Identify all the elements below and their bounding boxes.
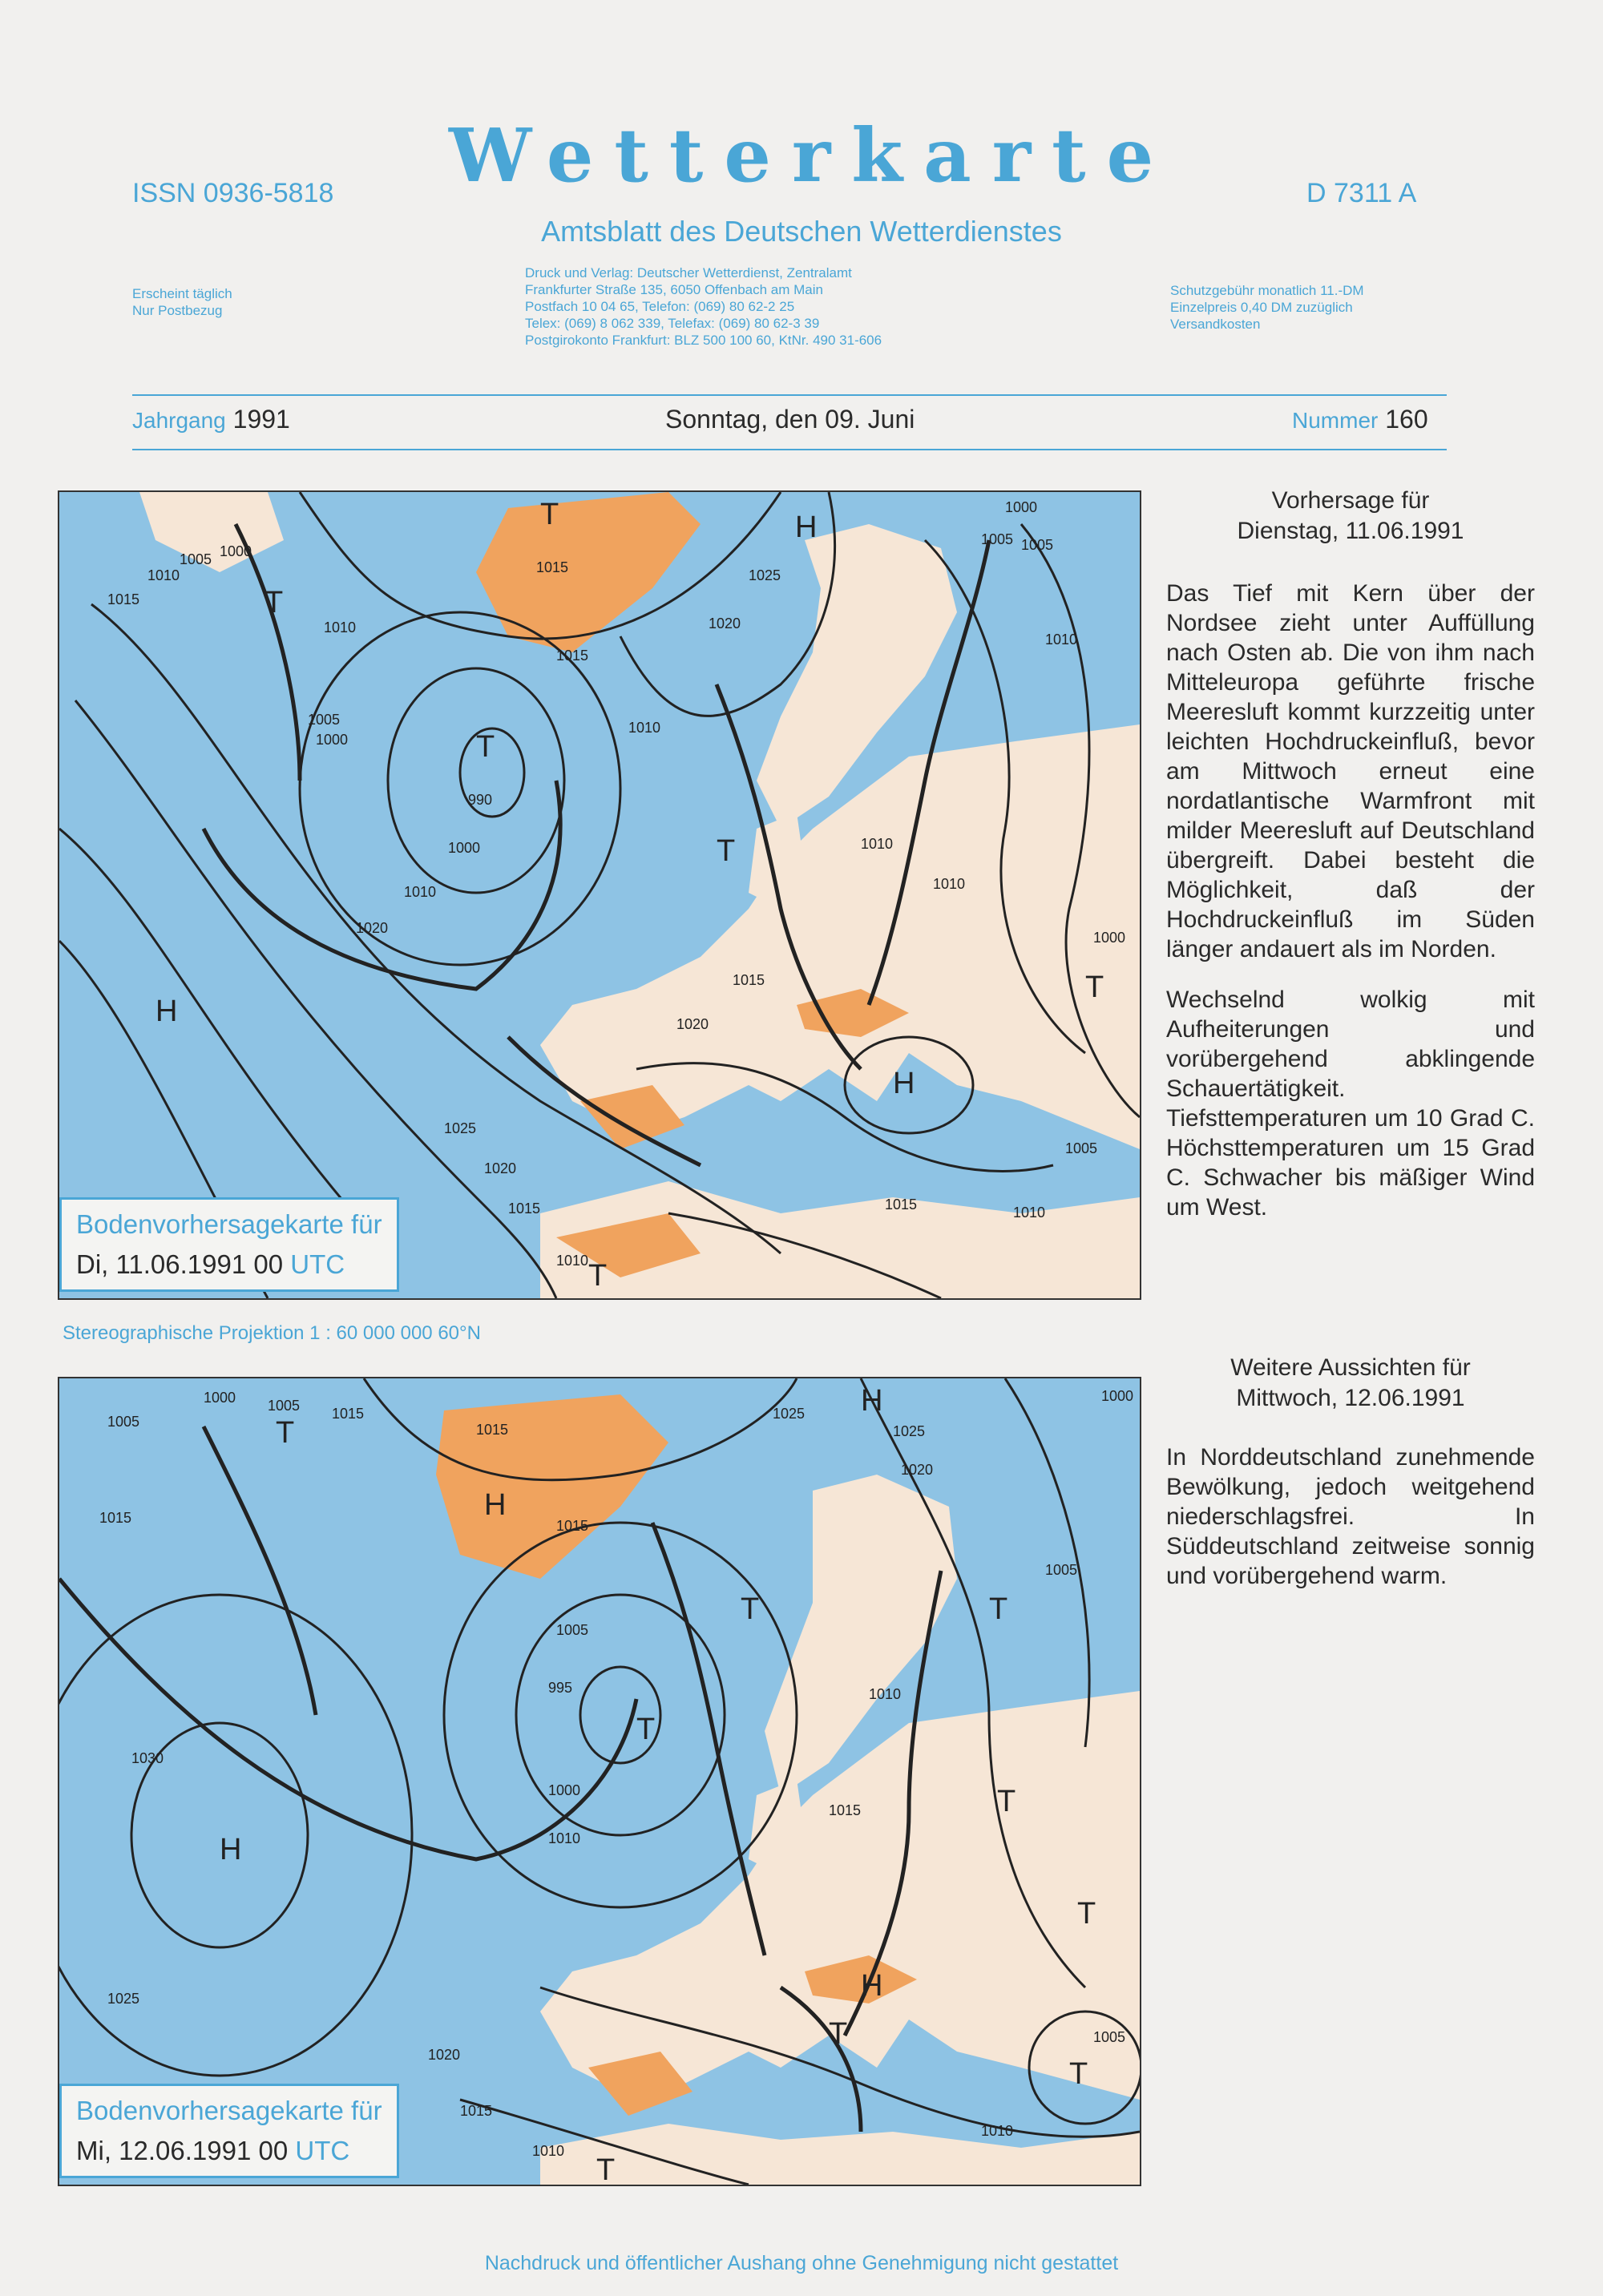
map2-isobar-low-1000 xyxy=(516,1595,725,1835)
map2-isobar-label: 1005 xyxy=(1093,2029,1126,2045)
map1-isobar-label: 1025 xyxy=(444,1120,477,1136)
map2-isobar-label: 1025 xyxy=(773,1406,806,1422)
map2-isobar-label: 1000 xyxy=(1101,1388,1134,1404)
map1-isobar-label: 1010 xyxy=(556,1253,589,1269)
map2-isobar-label: 1010 xyxy=(548,1830,581,1846)
map2-center-high-atlantic: H xyxy=(220,1833,242,1866)
map1-isobar-label: 1005 xyxy=(981,531,1014,547)
newspaper-subtitle: Amtsblatt des Deutschen Wetterdienstes xyxy=(541,215,1062,248)
map-1-graphic xyxy=(59,492,1140,1298)
issue-number: Nummer 160 xyxy=(1292,405,1428,434)
map1-isobar-label: 1005 xyxy=(1065,1140,1098,1156)
map2-isobar-label: 1015 xyxy=(99,1510,132,1526)
map2-center-low-scandinavia: T xyxy=(989,1592,1008,1626)
forecast-heading-1: Vorhersage für Dienstag, 11.06.1991 xyxy=(1237,487,1464,544)
publisher-info: Druck und Verlag: Deutscher Wetterdienst, Zentralamt Frankfurter Straße 135, 6050 Offenbach am Main Postfach 10 04 65, Telefon: (069) 80 62-2 25 Telex: (069) 8 062 339, Telefax: (069) 80 62-3 39 Postgirokonto Frankfurt: BLZ 500 100 60, KtNr. 490 31-606 xyxy=(525,265,882,348)
map1-center-low-iceland: T xyxy=(264,586,284,619)
map1-isobar-label: 1015 xyxy=(536,559,569,575)
map2-isobar-label: 1005 xyxy=(556,1622,589,1638)
map1-isobar-label: 1005 xyxy=(308,712,341,728)
map2-front-central xyxy=(652,1523,765,1955)
map1-center-low-south: T xyxy=(588,1259,608,1293)
map1-isobar-1020-a xyxy=(59,829,396,1261)
newspaper-title: Wetterkarte xyxy=(449,112,1175,199)
map2-isobar-label: 1000 xyxy=(548,1782,581,1798)
map2-center-high-south: H xyxy=(861,1969,883,2003)
forecast-paragraph-2: Wechselnd wolkig mit Aufheiterungen und vorübergehend abklingende Schauertätigkeit. Tiefsttemperaturen um 10 Grad C. Höchsttemperaturen um 15 Grad C. Schwacher bis mäßiger Wind um West. xyxy=(1166,987,1535,1221)
map1-isobar-label: 1015 xyxy=(733,972,765,988)
masthead-top-rule xyxy=(132,394,1447,396)
postal-number: D 7311 A xyxy=(1306,178,1417,208)
map1-isobar-label: 1000 xyxy=(1093,930,1126,946)
forecast-text-1 xyxy=(1166,579,1535,1243)
map2-center-low-main: T xyxy=(636,1713,656,1746)
map1-isobar-label: 1010 xyxy=(1013,1204,1046,1221)
map1-isobar-label: 990 xyxy=(468,792,493,808)
issn: ISSN 0936-5818 xyxy=(132,178,334,208)
map1-isobar-label: 1005 xyxy=(180,551,212,567)
map2-isobar-label: 1005 xyxy=(107,1414,140,1430)
map1-isobar-low-1005 xyxy=(300,612,620,965)
map2-land-africa xyxy=(540,2124,1140,2185)
footer-note: Nachdruck und öffentlicher Aushang ohne Genehmigung nicht gestattet xyxy=(484,2252,1119,2274)
map1-center-low-east: T xyxy=(1085,970,1104,1004)
map1-isobar-label: 1005 xyxy=(1021,537,1054,553)
forecast-map-2 xyxy=(58,1377,1141,2186)
forecast-map-1 xyxy=(58,490,1141,1300)
map2-isobar-label: 1030 xyxy=(131,1750,164,1766)
map2-land-greenland xyxy=(436,1394,668,1579)
map1-isobar-label: 1000 xyxy=(448,840,481,856)
map2-isobar-label: 1020 xyxy=(901,1462,934,1478)
map1-isobar-label: 1015 xyxy=(107,591,140,607)
map-2-graphic xyxy=(59,1378,1140,2185)
map1-isobar-label: 1010 xyxy=(1045,632,1078,648)
map1-isobar-label: 1010 xyxy=(628,720,661,736)
map2-isobar-label: 1015 xyxy=(556,1518,589,1534)
map1-isobar-label: 1015 xyxy=(556,648,589,664)
map1-isobar-label: 1000 xyxy=(220,543,252,559)
map2-isobar-label: 1020 xyxy=(428,2047,461,2063)
map2-isobar-label: 1015 xyxy=(332,1406,365,1422)
map1-center-low-north: T xyxy=(540,498,559,531)
map1-isobar-label: 1020 xyxy=(709,615,741,632)
price-note: Schutzgebühr monatlich 11.-DM Einzelpreis 0,40 DM zuzüglich Versandkosten xyxy=(1170,283,1364,332)
delivery-note: Erscheint täglich Nur Postbezug xyxy=(132,286,232,318)
forecast-heading-2: Weitere Aussichten für Mittwoch, 12.06.1991 xyxy=(1230,1354,1471,1411)
map1-isobar-low-1000 xyxy=(388,668,564,893)
map1-isobar-label: 1000 xyxy=(316,732,349,748)
map1-isobar-label: 1020 xyxy=(484,1160,517,1176)
map2-center-high-north: H xyxy=(861,1384,883,1418)
map2-isobar-label: 1000 xyxy=(204,1390,236,1406)
map2-center-low-east-b: T xyxy=(1077,1897,1096,1931)
map2-center-low-east-a: T xyxy=(997,1785,1016,1818)
issue-date: Sonntag, den 09. Juni xyxy=(665,405,915,434)
forecast-paragraph-3: In Norddeutschland zunehmende Bewölkung, jedoch weitgehend niederschlagsfrei. In Süddeutschland zeitweise sonnig und vorübergehend warm. xyxy=(1166,1444,1535,1589)
map2-isobar-low-1005 xyxy=(444,1523,797,1907)
map2-center-low-nordsee: T xyxy=(741,1592,760,1626)
map2-isobar-label: 1010 xyxy=(869,1686,902,1702)
map2-front-north xyxy=(204,1426,316,1715)
map2-isobar-label: 1015 xyxy=(829,1802,862,1818)
map2-center-low-south: T xyxy=(596,2153,616,2185)
forecast-paragraph-1: Das Tief mit Kern über der Nordsee zieht unter Auffüllung nach Osten ab. Die von ihm nach Mitteleuropa geführte frische Meeresluft kommt kurzzeitig unter leichten Hochdruckeinfluß, bevor am Mittwoch erneut eine nordatlantische Warmfront mit milder Meeresluft auf Deutschland übergreift. Dabei besteht die Möglichkeit, daß der Hochdruckeinfluß im Süden länger andauert als im Norden. xyxy=(1166,580,1535,962)
map1-isobar-label: 1010 xyxy=(933,876,966,892)
masthead-bottom-rule xyxy=(132,449,1447,450)
forecast-text-2 xyxy=(1166,1443,1535,1612)
map2-isobar-label: 1015 xyxy=(460,2103,493,2119)
map1-isobar-label: 1010 xyxy=(147,567,180,583)
map2-isobar-label: 1025 xyxy=(893,1423,926,1439)
map2-isobar-label: 1010 xyxy=(532,2143,565,2159)
map1-isobar-label: 1020 xyxy=(356,920,389,936)
map1-legend: Bodenvorhersagekarte für Di, 11.06.1991 00 UTC xyxy=(59,1197,399,1292)
map1-isobar-label: 1010 xyxy=(324,619,357,636)
map1-isobar-label: 1010 xyxy=(404,884,437,900)
map1-land-europe xyxy=(540,724,1140,1149)
map1-land-greenland xyxy=(476,492,701,652)
map1-isobar-label: 1000 xyxy=(1005,499,1038,515)
map1-center-low-main: T xyxy=(476,730,495,764)
map2-isobar-label: 1025 xyxy=(107,1991,140,2007)
map1-isobar-label: 1025 xyxy=(749,567,781,583)
map2-isobar-label: 1005 xyxy=(268,1398,301,1414)
jahrgang: Jahrgang 1991 xyxy=(132,405,290,434)
map1-center-low-scandinavia: T xyxy=(717,834,736,868)
map2-center-low-north: T xyxy=(276,1416,295,1450)
map2-legend: Bodenvorhersagekarte für Mi, 12.06.1991 00 UTC xyxy=(59,2084,399,2178)
map2-center-high-mid: H xyxy=(484,1488,507,1522)
map1-isobar-label: 1010 xyxy=(861,836,894,852)
map1-isobar-label: 1015 xyxy=(508,1200,541,1217)
map1-isobar-label: 1015 xyxy=(885,1196,918,1213)
map2-center-low-italy: T xyxy=(829,2017,848,2051)
map2-isobar-label: 1015 xyxy=(476,1422,509,1438)
map1-center-high-balkans: H xyxy=(893,1067,915,1100)
map2-center-low-southeast: T xyxy=(1069,2057,1088,2091)
map2-isobar-label: 1010 xyxy=(981,2123,1014,2139)
map2-isobar-label: 995 xyxy=(548,1680,573,1696)
map1-center-high-north: H xyxy=(795,510,818,544)
map1-isobar-label: 1020 xyxy=(676,1016,709,1032)
map1-center-high-atlantic: H xyxy=(155,995,178,1028)
map2-front-atlantic xyxy=(59,1579,636,1859)
map2-isobar-label: 1005 xyxy=(1045,1562,1078,1578)
map1-front-north xyxy=(236,524,300,781)
projection-note: Stereographische Projektion 1 : 60 000 000 60°N xyxy=(63,1322,481,1344)
